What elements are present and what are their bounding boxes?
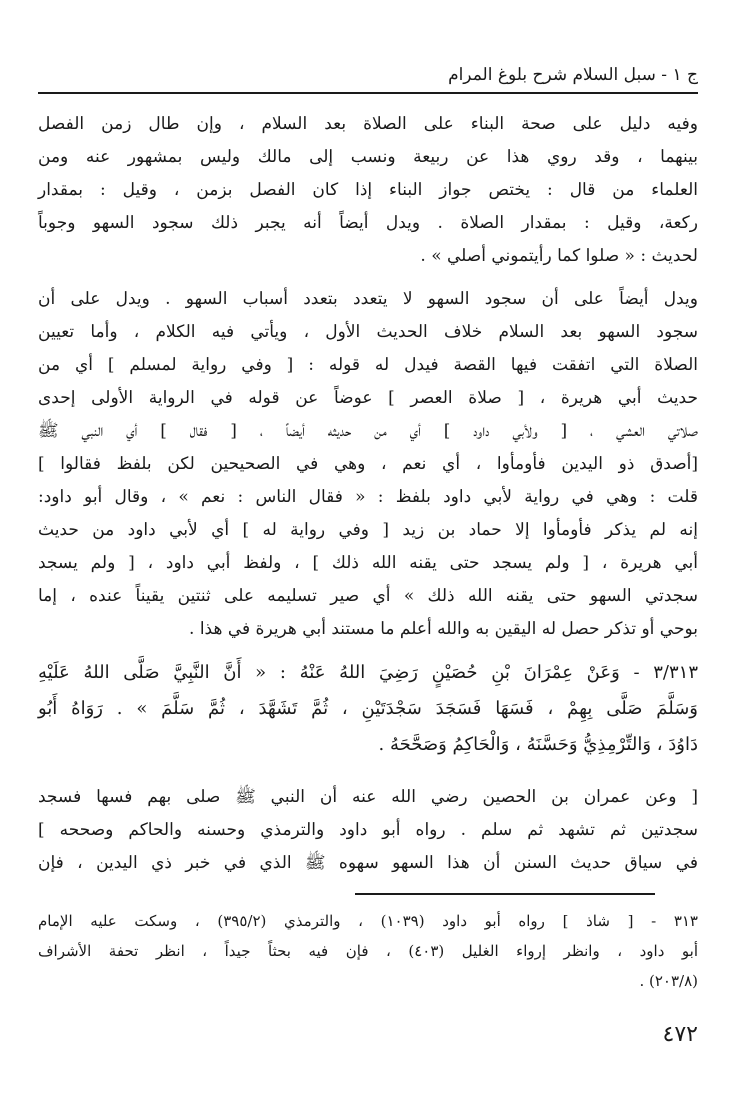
text-line: لحديث : « صلوا كما رأيتموني أصلي » . <box>420 246 698 266</box>
text-line: ركعة، وقيل : بمقدار الصلاة . ويدل أيضاً أنه يجبر ذلك سجود السهو وجوباً <box>38 213 698 233</box>
paragraph-3 <box>38 781 698 880</box>
running-header <box>38 60 698 94</box>
footnote-line: (٢٠٣/٨) . <box>639 972 698 990</box>
text-line: بوحي أو تذكر حصل له اليقين به والله أعلم ما مستند أبي هريرة في هذا . <box>189 619 698 639</box>
text-line: حديث أبي هريرة ، [ صلاة العصر ] عوضاً عن قوله في الرواية الأولى إحدى <box>38 388 698 408</box>
footnote-divider <box>355 893 655 895</box>
paragraph-2 <box>38 283 698 646</box>
text-line: [أصدق ذو اليدين فأومأوا ، أي نعم ، وهي في الصحيحين لكن بلفظ فقالوا ] <box>38 454 698 474</box>
footnote-line: ٣١٣ - [ شاذ ] رواه أبو داود (١٠٣٩) ، والترمذي (٣٩٥/٢) ، وسكت عليه الإمام <box>38 912 698 930</box>
text-line: سجدتين ثم تشهد ثم سلم . رواه أبو داود والترمذي وحسنه والحاكم وصححه ] <box>38 820 698 840</box>
text-line: صلاتي العشي ، [ ولأبي داود ] أي من حديثه أيضاً ، [ فقال ] أي النبي ﷺ <box>38 421 698 441</box>
text-line: ويدل أيضاً على أن سجود السهو لا يتعدد بتعدد أسباب السهو . ويدل على أن <box>38 289 698 309</box>
paragraph-1 <box>38 108 698 273</box>
hadith-text <box>38 655 698 763</box>
text-line: قلت : وهي في رواية لأبي داود بلفظ : « فقال الناس : نعم » ، وقال أبو داود: <box>38 487 698 507</box>
text-line: الصلاة التي اتفقت فيها القصة فيدل له قوله : [ وفي رواية لمسلم ] أي من <box>38 355 698 375</box>
text-line: سجود السهو بعد السلام خلاف الحديث الأول ، ويأتي فيه الكلام ، وأما تعيين <box>38 322 698 342</box>
hadith-line: ٣/٣١٣ - وَعَنْ عِمْرَانَ بْنِ حُصَيْنٍ رَضِيَ اللهُ عَنْهُ : « أَنَّ النَّبِيَّ صَلَّى اللهُ عَلَيْهِ <box>38 662 698 683</box>
text-line: العلماء من قال : يختص جواز البناء إذا كان الفصل بزمن ، وقيل : بمقدار <box>38 180 698 200</box>
text-line: بينهما ، وقد روي هذا عن ربيعة ونسب إلى مالك وليس بمشهور عنه ومن <box>38 147 698 167</box>
text-line: سجدتي السهو حتى يقنه الله ذلك » أي صير تسليمه على ثنتين يقيناً عنده ، إما <box>38 586 698 606</box>
text-line: أبي هريرة ، [ ولم يسجد حتى يقنه الله ذلك ] ، ولفظ أبي داود ، [ ولم يسجد <box>38 553 698 573</box>
header-title: ج ١ - سبل السلام شرح بلوغ المرام <box>448 65 698 85</box>
hadith-line: وَسَلَّمَ صَلَّى بِهِمْ ، فَسَهَا فَسَجَدَ سَجْدَتَيْنِ ، ثُمَّ تَشَهَّدَ ، ثُمَّ سَلَّمَ » . رَوَاهُ أَبُو <box>38 698 698 719</box>
footnotes <box>38 906 698 996</box>
text-line: وفيه دليل على صحة البناء على الصلاة بعد السلام ، وإن طال زمن الفصل <box>38 114 698 134</box>
text-line: في سياق حديث السنن أن هذا السهو سهوه ﷺ الذي في خبر ذي اليدين ، فإن <box>38 853 698 873</box>
text-line: [ وعن عمران بن الحصين رضي الله عنه أن النبي ﷺ صلى بهم فسها فسجد <box>38 787 698 807</box>
page-number: ٤٧٢ <box>662 1022 698 1047</box>
text-line: إنه لم يذكر فأومأوا إلا حماد بن زيد [ وفي رواية له ] أي لأبي داود من حديث <box>38 520 698 540</box>
hadith-line: دَاوُدَ ، وَالتِّرْمِذِيُّ وَحَسَّنَهُ ، وَالْحَاكِمُ وَصَحَّحَهُ . <box>378 734 698 755</box>
footnote-line: أبو داود ، وانظر إرواء الغليل (٤٠٣) ، فإن فيه بحثاً جيداً ، انظر تحفة الأشراف <box>38 942 698 960</box>
